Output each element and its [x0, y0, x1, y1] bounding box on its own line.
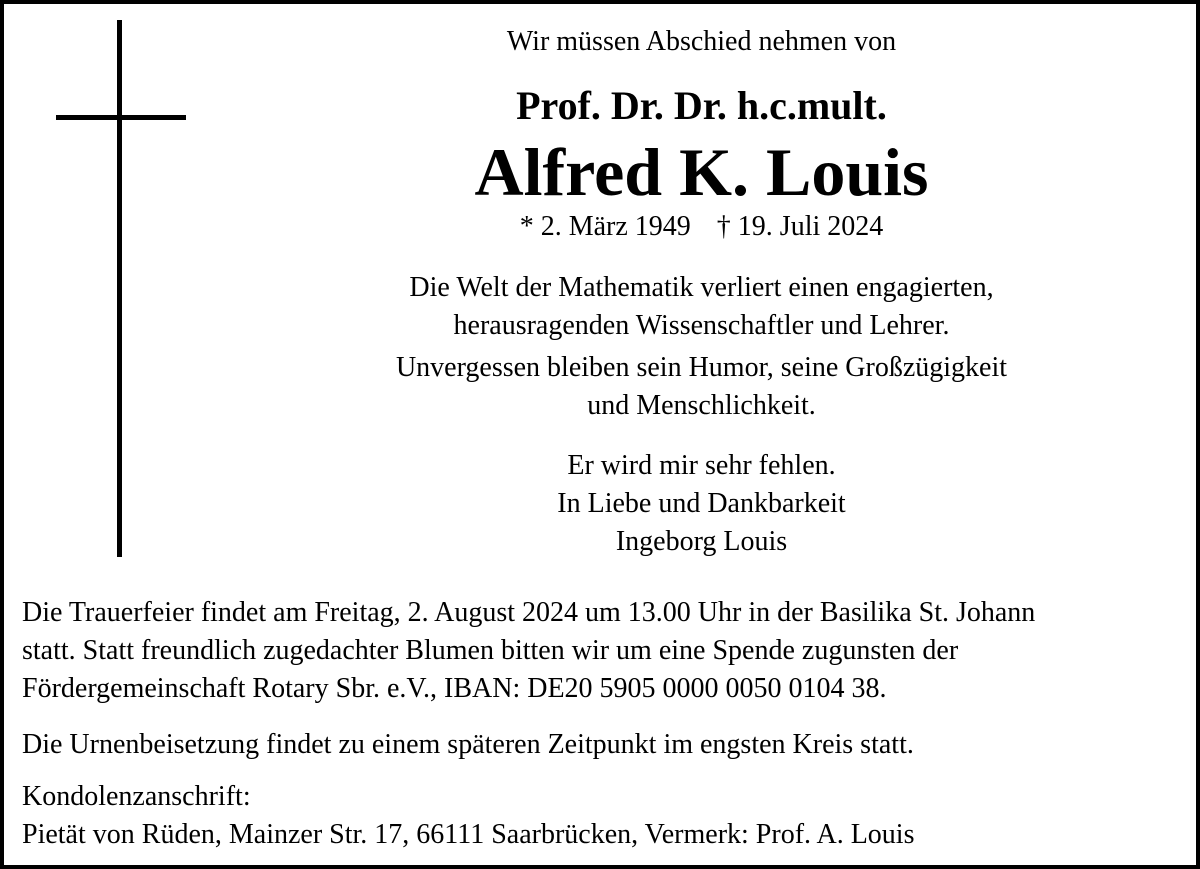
ceremony-line: Fördergemeinschaft Rotary Sbr. e.V., IBAN: DE20 5905 0000 0050 0104 38. — [22, 673, 887, 704]
condolence-address: Pietät von Rüden, Mainzer Str. 17, 66111 Saarbrücken, Vermerk: Prof. A. Louis — [22, 819, 915, 850]
tribute-line: herausragenden Wissenschaftler und Lehrer. — [453, 310, 950, 341]
ceremony-info — [22, 594, 1182, 708]
academic-title: Prof. Dr. Dr. h.c.mult. — [516, 83, 887, 128]
condolence-label: Kondolenzanschrift: — [22, 781, 251, 812]
cross-icon-bar — [56, 115, 186, 120]
tribute-text-2 — [300, 349, 1103, 425]
farewell-line: Er wird mir sehr fehlen. — [567, 450, 836, 481]
ceremony-line: statt. Statt freundlich zugedachter Blumen bitten wir um eine Spende zugunsten der — [22, 635, 959, 666]
tribute-line: Unvergessen bleiben sein Humor, seine Großzügigkeit — [395, 352, 1008, 383]
deceased-name: Alfred K. Louis — [474, 134, 929, 210]
notice-intro: Wir müssen Abschied nehmen von — [506, 26, 897, 57]
death-date: † 19. Juli 2024 — [716, 211, 884, 242]
farewell-line: In Liebe und Dankbarkeit — [557, 488, 846, 519]
burial-info: Die Urnenbeisetzung findet zu einem späteren Zeitpunkt im engsten Kreis statt. — [22, 729, 914, 760]
life-dates — [300, 209, 1103, 245]
tribute-text — [300, 269, 1103, 345]
condolence-info — [22, 778, 1182, 854]
cross-icon — [117, 20, 122, 557]
signatory-name: Ingeborg Louis — [615, 526, 788, 557]
farewell-text — [300, 447, 1103, 561]
tribute-line: Die Welt der Mathematik verliert einen engagierten, — [409, 272, 994, 303]
ceremony-line: Die Trauerfeier findet am Freitag, 2. August 2024 um 13.00 Uhr in der Basilika St. Johann — [22, 597, 1036, 628]
tribute-line: und Menschlichkeit. — [587, 390, 816, 421]
birth-date: * 2. März 1949 — [519, 211, 691, 242]
